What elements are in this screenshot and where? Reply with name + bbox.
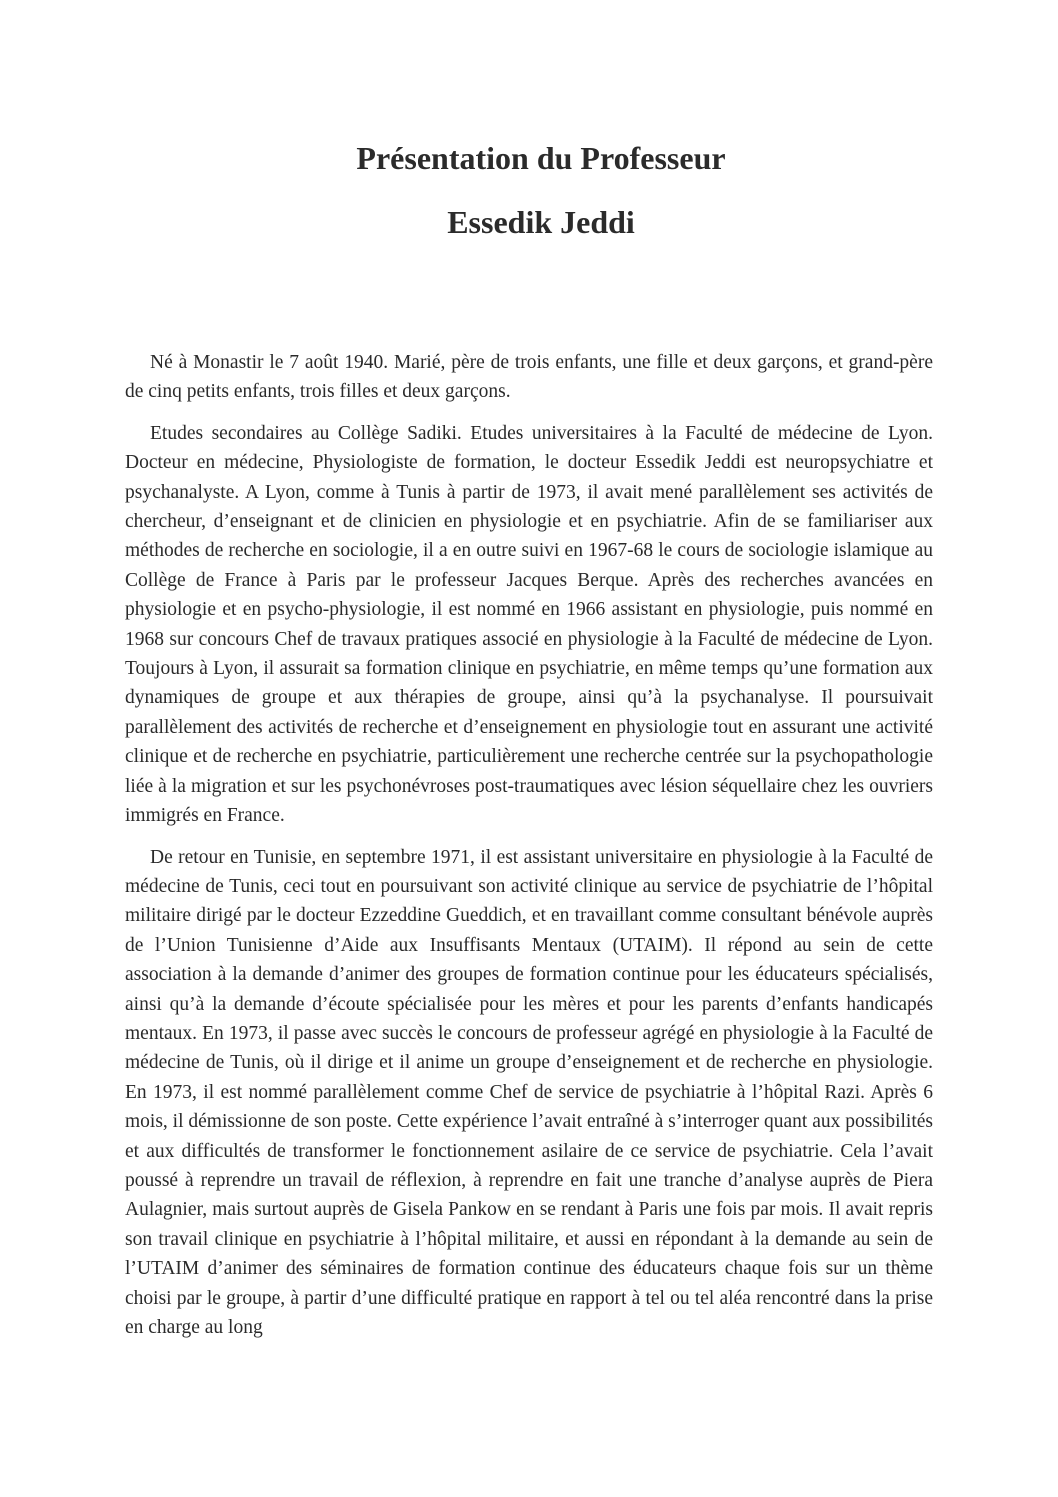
page-title: Présentation du Professeur: [356, 140, 726, 176]
paragraph-birth: Né à Monastir le 7 août 1940. Marié, père de trois enfants, une fille et deux garçons, et grand-père de cinq petits enfants, trois filles et deux garçons.: [125, 352, 933, 403]
paragraph-return-tunisia: De retour en Tunisie, en septembre 1971, il est assistant universitaire en physiologie à la Faculté de médecine de Tunis, ceci tout en poursuivant son activité clinique au service de psychiatrie de l’hôpital militaire dirigé par le docteur Ezzeddine Gueddich, et en travaillant comme consultant bénévole auprès de l’Union Tunisienne d’Aide aux Insuffisants Mentaux (UTAIM). Il répond au sein de cette association à la demande d’animer des groupes de formation continue pour les éducateurs spécialisés, ainsi qu’à la demande d’écoute spécialisée pour les mères et pour les parents d’enfants handicapés mentaux. En 1973, il passe avec succès le concours de professeur agrégé en physiologie à la Faculté de médecine de Tunis, où il dirige et il anime un groupe d’enseignement et de recherche en physiologie. En 1973, il est nommé parallèlement comme Chef de service de psychiatrie à l’hôpital Razi. Après 6 mois, il démissionne de son poste. Cette expérience l’avait entraîné à s’interroger quant aux possibilités et aux difficultés de transformer le fonctionnement asilaire de ce service de psychiatrie. Cela l’avait poussé à reprendre un travail de réflexion, à reprendre en fait une tranche d’analyse auprès de Piera Aulagnier, mais surtout auprès de Gisela Pankow en se rendant à Paris une fois par mois. Il avait repris son travail clinique en psychiatrie à l’hôpital militaire, et aussi en répondant à la demande au sein de l’UTAIM d’animer des séminaires de formation continue des éducateurs chaque fois sur un thème choisi par le groupe, à partir d’une difficulté pratique en rapport à tel ou tel aléa rencontré dans la prise en charge au long: [125, 846, 933, 1338]
title-block: [0, 126, 1058, 254]
body-text: [125, 348, 933, 1354]
page-subtitle-name: Essedik Jeddi: [447, 204, 635, 240]
paragraph-education: Etudes secondaires au Collège Sadiki. Etudes universitaires à la Faculté de médecine de Lyon. Docteur en médecine, Physiologiste de formation, le docteur Essedik Jeddi est neuropsychiatre et psychanalyste. A Lyon, comme à Tunis à partir de 1973, il avait mené parallèlement ses activités de chercheur, d’enseignant et de clinicien en physiologie et en psychiatrie. Afin de se familiariser aux méthodes de recherche en sociologie, il a en outre suivi en 1967-68 le cours de sociologie islamique au Collège de France à Paris par le professeur Jacques Berque. Après des recherches avancées en physiologie et en psycho-physiologie, il est nommé en 1966 assistant en physiologie, puis nommé en 1968 sur concours Chef de travaux pratiques associé en physiologie à la Faculté de médecine de Lyon. Toujours à Lyon, il assurait sa formation clinique en psychiatrie, en même temps qu’une formation aux dynamiques de groupe et aux thérapies de groupe, ainsi qu’à la psychanalyse. Il poursuivait parallèlement des activités de recherche et d’enseignement en physiologie tout en assurant une activité clinique et de recherche en psychiatrie, particulièrement une recherche centrée sur la psychopathologie liée à la migration et sur les psychonévroses post-traumatiques avec lésion séquellaire chez les ouvriers immigrés en France.: [125, 422, 933, 827]
